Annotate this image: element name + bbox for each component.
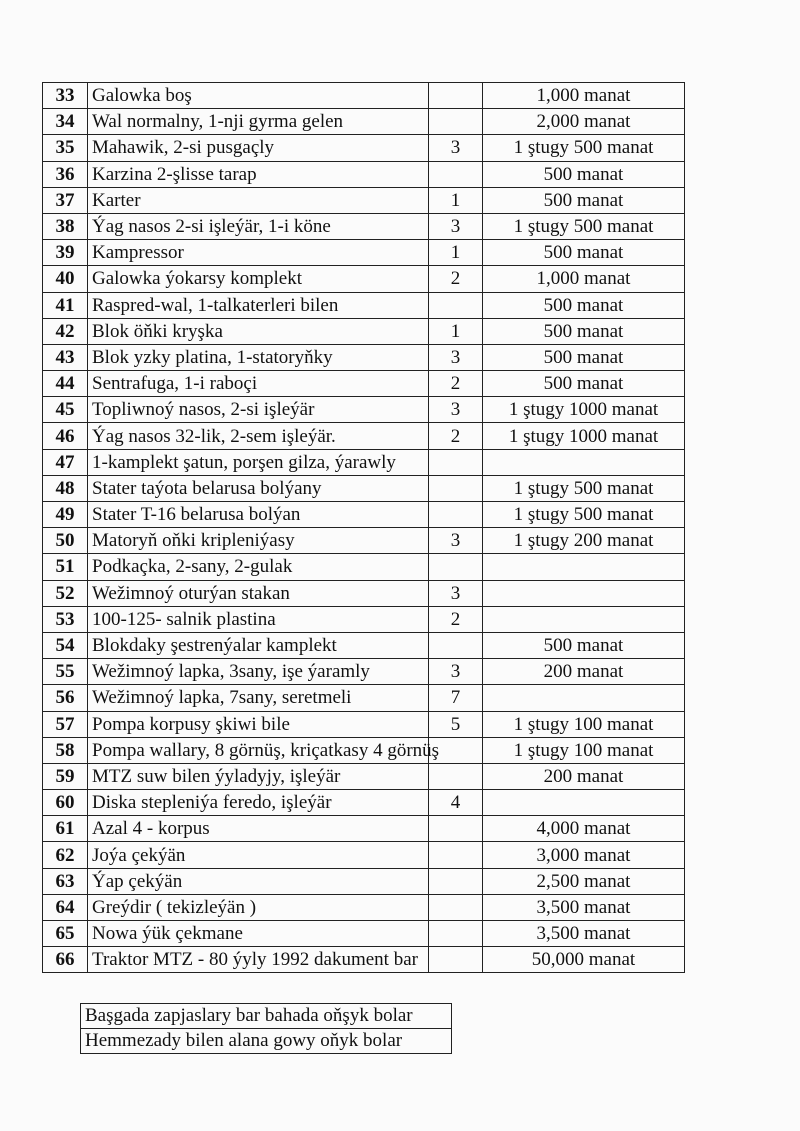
row-number: 48 <box>43 475 88 501</box>
item-quantity: 3 <box>429 397 483 423</box>
item-name: Ýag nasos 32-lik, 2-sem işleýär. <box>88 423 429 449</box>
row-number: 45 <box>43 397 88 423</box>
row-number: 41 <box>43 292 88 318</box>
item-quantity <box>429 842 483 868</box>
item-price: 2,500 manat <box>483 868 685 894</box>
table-row <box>43 449 685 475</box>
row-number: 55 <box>43 659 88 685</box>
table-row <box>43 318 685 344</box>
row-number: 46 <box>43 423 88 449</box>
row-number: 53 <box>43 606 88 632</box>
item-name: Nowa ýük çekmane <box>88 921 429 947</box>
row-number: 44 <box>43 371 88 397</box>
item-quantity <box>429 554 483 580</box>
table-row <box>43 711 685 737</box>
table-row <box>43 240 685 266</box>
table-row <box>43 659 685 685</box>
row-number: 56 <box>43 685 88 711</box>
item-quantity: 1 <box>429 187 483 213</box>
item-name: Topliwnoý nasos, 2-si işleýär <box>88 397 429 423</box>
item-quantity <box>429 109 483 135</box>
item-name: Galowka ýokarsy komplekt <box>88 266 429 292</box>
item-name: MTZ suw bilen ýyladyjy, işleýär <box>88 763 429 789</box>
item-name: 100-125- salnik plastina <box>88 606 429 632</box>
item-price: 500 manat <box>483 318 685 344</box>
row-number: 40 <box>43 266 88 292</box>
item-name: Karter <box>88 187 429 213</box>
item-price: 4,000 manat <box>483 816 685 842</box>
table-row <box>43 816 685 842</box>
row-number: 54 <box>43 632 88 658</box>
table-row <box>43 580 685 606</box>
row-number: 61 <box>43 816 88 842</box>
item-name: Karzina 2-şlisse tarap <box>88 161 429 187</box>
item-price: 3,000 manat <box>483 842 685 868</box>
row-number: 58 <box>43 737 88 763</box>
table-row <box>43 894 685 920</box>
item-name: Blok öňki kryşka <box>88 318 429 344</box>
item-price: 500 manat <box>483 632 685 658</box>
item-price: 1 ştugy 100 manat <box>483 711 685 737</box>
table-row <box>43 213 685 239</box>
table-row <box>43 266 685 292</box>
item-name: Azal 4 - korpus <box>88 816 429 842</box>
row-number: 49 <box>43 502 88 528</box>
item-name: Diska stepleniýa feredo, işleýär <box>88 790 429 816</box>
item-price: 500 manat <box>483 187 685 213</box>
row-number: 38 <box>43 213 88 239</box>
item-quantity: 2 <box>429 266 483 292</box>
item-name: Podkaçka, 2-sany, 2-gulak <box>88 554 429 580</box>
item-quantity <box>429 921 483 947</box>
table-row <box>43 135 685 161</box>
item-quantity: 1 <box>429 318 483 344</box>
row-number: 63 <box>43 868 88 894</box>
item-quantity: 3 <box>429 659 483 685</box>
item-name: 1-kamplekt şatun, porşen gilza, ýarawly <box>88 449 429 475</box>
item-price <box>483 685 685 711</box>
table-row <box>43 397 685 423</box>
notes-box <box>80 1003 452 1054</box>
item-price: 500 manat <box>483 240 685 266</box>
item-price: 200 manat <box>483 763 685 789</box>
table-row <box>43 947 685 973</box>
item-price: 500 manat <box>483 371 685 397</box>
item-quantity: 5 <box>429 711 483 737</box>
row-number: 57 <box>43 711 88 737</box>
item-quantity: 3 <box>429 580 483 606</box>
table-row <box>43 606 685 632</box>
item-name: Blokdaky şestrenýalar kamplekt <box>88 632 429 658</box>
item-price <box>483 606 685 632</box>
item-price: 1 ştugy 500 manat <box>483 475 685 501</box>
item-price: 1 ştugy 200 manat <box>483 528 685 554</box>
item-quantity: 1 <box>429 240 483 266</box>
row-number: 39 <box>43 240 88 266</box>
item-name: Sentrafuga, 1-i raboçi <box>88 371 429 397</box>
table-row <box>43 842 685 868</box>
item-price: 1 ştugy 1000 manat <box>483 423 685 449</box>
item-name: Ýap çekýän <box>88 868 429 894</box>
item-quantity <box>429 947 483 973</box>
table-row <box>43 475 685 501</box>
item-quantity: 7 <box>429 685 483 711</box>
row-number: 59 <box>43 763 88 789</box>
table-row <box>43 868 685 894</box>
table-row <box>43 554 685 580</box>
row-number: 42 <box>43 318 88 344</box>
item-quantity: 3 <box>429 135 483 161</box>
item-price: 1 ştugy 500 manat <box>483 135 685 161</box>
table-row <box>43 790 685 816</box>
row-number: 36 <box>43 161 88 187</box>
table-row <box>43 763 685 789</box>
table-row <box>43 109 685 135</box>
item-price: 2,000 manat <box>483 109 685 135</box>
table-row <box>43 423 685 449</box>
item-price <box>483 580 685 606</box>
item-name: Blok yzky platina, 1-statoryňky <box>88 344 429 370</box>
table-row <box>43 502 685 528</box>
item-price <box>483 790 685 816</box>
table-row <box>43 528 685 554</box>
item-name: Raspred-wal, 1-talkaterleri bilen <box>88 292 429 318</box>
item-quantity: 2 <box>429 606 483 632</box>
item-price: 3,500 manat <box>483 894 685 920</box>
table-row <box>43 161 685 187</box>
item-name: Wežimnoý lapka, 3sany, işe ýaramly <box>88 659 429 685</box>
item-price <box>483 554 685 580</box>
item-quantity <box>429 83 483 109</box>
note-line: Başgada zapjaslary bar bahada oňşyk bolar <box>80 1003 452 1029</box>
table-row <box>43 292 685 318</box>
row-number: 60 <box>43 790 88 816</box>
row-number: 47 <box>43 449 88 475</box>
item-quantity <box>429 292 483 318</box>
item-name: Pompa wallary, 8 görnüş, kriçatkasy 4 görnüş <box>88 737 429 763</box>
item-quantity: 2 <box>429 371 483 397</box>
item-quantity <box>429 763 483 789</box>
item-quantity <box>429 894 483 920</box>
item-name: Galowka boş <box>88 83 429 109</box>
row-number: 34 <box>43 109 88 135</box>
item-quantity: 2 <box>429 423 483 449</box>
row-number: 37 <box>43 187 88 213</box>
item-price: 1 ştugy 500 manat <box>483 213 685 239</box>
item-price: 3,500 manat <box>483 921 685 947</box>
row-number: 65 <box>43 921 88 947</box>
item-price: 500 manat <box>483 161 685 187</box>
item-name: Mahawik, 2-si pusgaçly <box>88 135 429 161</box>
item-price: 1 ştugy 500 manat <box>483 502 685 528</box>
item-quantity <box>429 502 483 528</box>
row-number: 64 <box>43 894 88 920</box>
item-price: 50,000 manat <box>483 947 685 973</box>
row-number: 50 <box>43 528 88 554</box>
item-name: Joýa çekýän <box>88 842 429 868</box>
item-name: Kampressor <box>88 240 429 266</box>
item-name: Stater taýota belarusa bolýany <box>88 475 429 501</box>
item-price: 1 ştugy 100 manat <box>483 737 685 763</box>
item-quantity <box>429 816 483 842</box>
row-number: 66 <box>43 947 88 973</box>
item-name: Stater T-16 belarusa bolýan <box>88 502 429 528</box>
item-price: 1 ştugy 1000 manat <box>483 397 685 423</box>
item-name: Matoryň oňki kripleniýasy <box>88 528 429 554</box>
item-quantity: 3 <box>429 344 483 370</box>
item-price: 500 manat <box>483 344 685 370</box>
item-price <box>483 449 685 475</box>
item-name: Wežimnoý lapka, 7sany, seretmeli <box>88 685 429 711</box>
table-row <box>43 632 685 658</box>
item-price: 1,000 manat <box>483 83 685 109</box>
parts-price-table <box>42 82 685 973</box>
item-name: Wežimnoý oturýan stakan <box>88 580 429 606</box>
item-quantity: 4 <box>429 790 483 816</box>
item-price: 500 manat <box>483 292 685 318</box>
item-quantity <box>429 475 483 501</box>
row-number: 51 <box>43 554 88 580</box>
item-price: 1,000 manat <box>483 266 685 292</box>
item-quantity <box>429 449 483 475</box>
item-name: Greýdir ( tekizleýän ) <box>88 894 429 920</box>
row-number: 62 <box>43 842 88 868</box>
table-row <box>43 921 685 947</box>
item-price: 200 manat <box>483 659 685 685</box>
table-row <box>43 737 685 763</box>
row-number: 43 <box>43 344 88 370</box>
item-quantity: 3 <box>429 528 483 554</box>
item-quantity <box>429 161 483 187</box>
item-name: Wal normalny, 1-nji gyrma gelen <box>88 109 429 135</box>
item-quantity <box>429 632 483 658</box>
item-name: Pompa korpusy şkiwi bile <box>88 711 429 737</box>
row-number: 35 <box>43 135 88 161</box>
item-quantity: 3 <box>429 213 483 239</box>
table-row <box>43 83 685 109</box>
table-row <box>43 371 685 397</box>
item-name: Ýag nasos 2-si işleýär, 1-i köne <box>88 213 429 239</box>
item-name: Traktor MTZ - 80 ýyly 1992 dakument bar <box>88 947 429 973</box>
row-number: 52 <box>43 580 88 606</box>
table-row <box>43 685 685 711</box>
table-row <box>43 187 685 213</box>
table-row <box>43 344 685 370</box>
item-quantity <box>429 868 483 894</box>
note-line: Hemmezady bilen alana gowy oňyk bolar <box>80 1029 452 1054</box>
row-number: 33 <box>43 83 88 109</box>
